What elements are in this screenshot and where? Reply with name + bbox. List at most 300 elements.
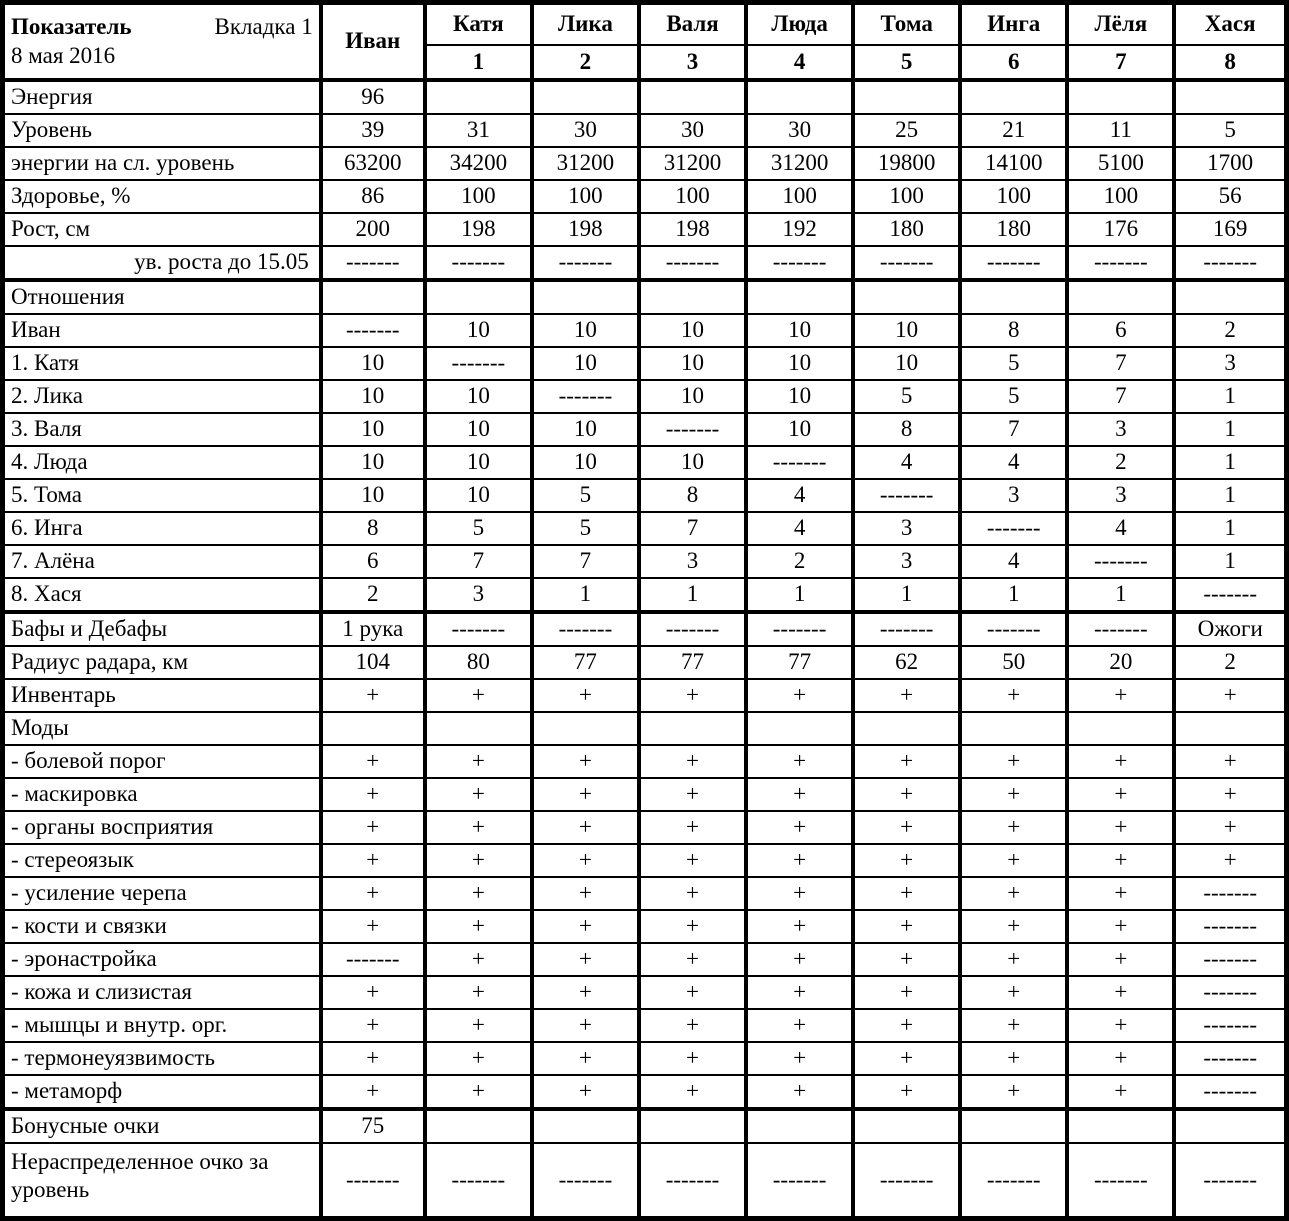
cell-ivan: + xyxy=(321,778,425,811)
cell-ivan: + xyxy=(321,679,425,712)
cell-hasya xyxy=(1174,80,1286,114)
cell-inga: 8 xyxy=(960,314,1067,347)
cell-valya: + xyxy=(639,1042,746,1075)
cell-toma: + xyxy=(853,679,960,712)
cell-lyolya: + xyxy=(1067,844,1174,877)
cell-hasya: 5 xyxy=(1174,114,1286,147)
cell-ivan xyxy=(321,712,425,745)
cell-inga: ------- xyxy=(960,1143,1067,1219)
cell-valya: 3 xyxy=(639,545,746,578)
cell-toma: 5 xyxy=(853,380,960,413)
cell-katya: + xyxy=(425,1075,532,1109)
cell-ivan: 8 xyxy=(321,512,425,545)
table-header xyxy=(3,3,1287,80)
cell-lyolya: ------- xyxy=(1067,545,1174,578)
cell-hasya: + xyxy=(1174,778,1286,811)
cell-inga: + xyxy=(960,1042,1067,1075)
cell-katya: + xyxy=(425,943,532,976)
cell-lika: 10 xyxy=(532,347,639,380)
cell-lyolya: + xyxy=(1067,877,1174,910)
cell-katya xyxy=(425,280,532,314)
cell-lyolya: 7 xyxy=(1067,347,1174,380)
cell-hasya: + xyxy=(1174,679,1286,712)
table-row xyxy=(3,246,1287,280)
cell-ivan: 6 xyxy=(321,545,425,578)
cell-hasya: ------- xyxy=(1174,246,1286,280)
cell-lyuda: 100 xyxy=(746,180,853,213)
cell-hasya: ------- xyxy=(1174,578,1286,612)
cell-lika: ------- xyxy=(532,380,639,413)
column-header-toma: Тома xyxy=(853,3,960,45)
cell-hasya xyxy=(1174,1109,1286,1143)
cell-valya: + xyxy=(639,877,746,910)
cell-toma: + xyxy=(853,1009,960,1042)
cell-valya xyxy=(639,1109,746,1143)
cell-lyuda: 2 xyxy=(746,545,853,578)
corner-header-cell xyxy=(3,3,321,80)
cell-katya: 10 xyxy=(425,446,532,479)
cell-lyuda: 4 xyxy=(746,479,853,512)
cell-lyuda: ------- xyxy=(746,1143,853,1219)
cell-lyolya xyxy=(1067,712,1174,745)
cell-lyolya: 1 xyxy=(1067,578,1174,612)
cell-valya: 198 xyxy=(639,213,746,246)
cell-katya: + xyxy=(425,910,532,943)
table-row xyxy=(3,578,1287,612)
row-label: Здоровье, % xyxy=(3,180,321,213)
cell-toma: 10 xyxy=(853,347,960,380)
cell-lyuda: 10 xyxy=(746,347,853,380)
column-number-katya: 1 xyxy=(425,45,532,80)
cell-inga: + xyxy=(960,679,1067,712)
cell-ivan: ------- xyxy=(321,1143,425,1219)
cell-lyolya: + xyxy=(1067,745,1174,778)
row-label: 8. Хася xyxy=(3,578,321,612)
cell-ivan: 63200 xyxy=(321,147,425,180)
cell-lyuda: 10 xyxy=(746,413,853,446)
cell-katya xyxy=(425,1109,532,1143)
column-number-lyuda: 4 xyxy=(746,45,853,80)
cell-lyuda xyxy=(746,1109,853,1143)
cell-toma: + xyxy=(853,844,960,877)
column-number-lika: 2 xyxy=(532,45,639,80)
cell-katya: 5 xyxy=(425,512,532,545)
cell-katya: + xyxy=(425,811,532,844)
cell-lyuda: ------- xyxy=(746,446,853,479)
cell-lyuda: 31200 xyxy=(746,147,853,180)
row-label: Рост, см xyxy=(3,213,321,246)
row-label: Радиус радара, км xyxy=(3,646,321,679)
table-row xyxy=(3,1042,1287,1075)
cell-lika: ------- xyxy=(532,612,639,646)
cell-lika: + xyxy=(532,1075,639,1109)
cell-lyolya: 3 xyxy=(1067,479,1174,512)
cell-hasya: Ожоги xyxy=(1174,612,1286,646)
row-label: - кости и связки xyxy=(3,910,321,943)
table-row xyxy=(3,778,1287,811)
cell-valya: + xyxy=(639,943,746,976)
cell-valya xyxy=(639,80,746,114)
cell-inga: + xyxy=(960,943,1067,976)
cell-lyolya: + xyxy=(1067,811,1174,844)
cell-lyolya xyxy=(1067,1109,1174,1143)
row-label: - маскировка xyxy=(3,778,321,811)
cell-valya: 10 xyxy=(639,347,746,380)
table-row xyxy=(3,380,1287,413)
cell-lika: 30 xyxy=(532,114,639,147)
cell-lyuda: + xyxy=(746,844,853,877)
row-label: Иван xyxy=(3,314,321,347)
cell-valya: 30 xyxy=(639,114,746,147)
cell-lyolya: + xyxy=(1067,943,1174,976)
column-header-valya: Валя xyxy=(639,3,746,45)
row-label: - мышцы и внутр. орг. xyxy=(3,1009,321,1042)
table-row xyxy=(3,745,1287,778)
cell-hasya: 1 xyxy=(1174,413,1286,446)
cell-katya: 198 xyxy=(425,213,532,246)
cell-lyuda xyxy=(746,280,853,314)
table-row xyxy=(3,646,1287,679)
cell-lika: + xyxy=(532,844,639,877)
cell-toma: 10 xyxy=(853,314,960,347)
cell-lyolya: 20 xyxy=(1067,646,1174,679)
table-row xyxy=(3,280,1287,314)
tab-name: Вкладка 1 xyxy=(214,13,313,39)
cell-valya: 77 xyxy=(639,646,746,679)
row-label: 3. Валя xyxy=(3,413,321,446)
cell-inga: + xyxy=(960,844,1067,877)
cell-toma: + xyxy=(853,1042,960,1075)
cell-ivan: + xyxy=(321,745,425,778)
table-row xyxy=(3,612,1287,646)
table-row xyxy=(3,347,1287,380)
cell-inga: 5 xyxy=(960,380,1067,413)
column-number-inga: 6 xyxy=(960,45,1067,80)
cell-lyolya: 5100 xyxy=(1067,147,1174,180)
cell-katya: + xyxy=(425,844,532,877)
cell-toma: 4 xyxy=(853,446,960,479)
cell-toma xyxy=(853,1109,960,1143)
cell-toma xyxy=(853,712,960,745)
table-row xyxy=(3,1109,1287,1143)
cell-ivan: 200 xyxy=(321,213,425,246)
cell-lyolya xyxy=(1067,80,1174,114)
cell-lyolya: ------- xyxy=(1067,246,1174,280)
cell-lyuda: 30 xyxy=(746,114,853,147)
column-header-ivan: Иван xyxy=(321,3,425,80)
table-row xyxy=(3,811,1287,844)
cell-katya: + xyxy=(425,679,532,712)
cell-lyuda: 77 xyxy=(746,646,853,679)
cell-katya: ------- xyxy=(425,612,532,646)
cell-katya: 3 xyxy=(425,578,532,612)
table-row xyxy=(3,877,1287,910)
cell-lika: 5 xyxy=(532,479,639,512)
cell-toma: + xyxy=(853,778,960,811)
cell-hasya: ------- xyxy=(1174,1075,1286,1109)
cell-katya: 80 xyxy=(425,646,532,679)
cell-hasya: ------- xyxy=(1174,976,1286,1009)
cell-toma: 19800 xyxy=(853,147,960,180)
cell-valya: + xyxy=(639,778,746,811)
table-row xyxy=(3,712,1287,745)
row-label: ув. роста до 15.05 xyxy=(3,246,321,280)
table-row xyxy=(3,213,1287,246)
cell-toma: ------- xyxy=(853,612,960,646)
cell-lika: + xyxy=(532,943,639,976)
cell-ivan: + xyxy=(321,1009,425,1042)
cell-lika: 7 xyxy=(532,545,639,578)
cell-inga xyxy=(960,280,1067,314)
cell-hasya: + xyxy=(1174,844,1286,877)
cell-katya: 34200 xyxy=(425,147,532,180)
cell-lyolya: + xyxy=(1067,1042,1174,1075)
cell-lika: + xyxy=(532,811,639,844)
cell-inga: 100 xyxy=(960,180,1067,213)
cell-toma: + xyxy=(853,811,960,844)
row-label: Бонусные очки xyxy=(3,1109,321,1143)
cell-ivan: + xyxy=(321,877,425,910)
cell-inga: ------- xyxy=(960,512,1067,545)
cell-inga: + xyxy=(960,976,1067,1009)
cell-toma: 180 xyxy=(853,213,960,246)
table-row xyxy=(3,976,1287,1009)
table-row xyxy=(3,180,1287,213)
cell-valya: + xyxy=(639,1009,746,1042)
cell-lyolya: 7 xyxy=(1067,380,1174,413)
row-label: Инвентарь xyxy=(3,679,321,712)
cell-lika: + xyxy=(532,745,639,778)
cell-lyuda xyxy=(746,80,853,114)
cell-toma: 1 xyxy=(853,578,960,612)
cell-valya: + xyxy=(639,910,746,943)
cell-inga: 50 xyxy=(960,646,1067,679)
row-label: - кожа и слизистая xyxy=(3,976,321,1009)
cell-hasya: 3 xyxy=(1174,347,1286,380)
cell-lyuda: 4 xyxy=(746,512,853,545)
cell-valya: + xyxy=(639,976,746,1009)
column-number-hasya: 8 xyxy=(1174,45,1286,80)
cell-lyuda: + xyxy=(746,877,853,910)
cell-ivan: 10 xyxy=(321,479,425,512)
cell-inga: 180 xyxy=(960,213,1067,246)
row-label: 6. Инга xyxy=(3,512,321,545)
cell-inga: + xyxy=(960,745,1067,778)
row-label: Энергия xyxy=(3,80,321,114)
cell-inga: 4 xyxy=(960,545,1067,578)
cell-lyuda: ------- xyxy=(746,612,853,646)
row-label: Отношения xyxy=(3,280,321,314)
cell-katya: + xyxy=(425,1009,532,1042)
cell-ivan: + xyxy=(321,1075,425,1109)
cell-lika xyxy=(532,1109,639,1143)
cell-valya: + xyxy=(639,679,746,712)
cell-ivan: 10 xyxy=(321,446,425,479)
cell-lyolya: + xyxy=(1067,1075,1174,1109)
cell-hasya xyxy=(1174,280,1286,314)
date-label: 8 мая 2016 xyxy=(11,42,116,68)
cell-toma: + xyxy=(853,745,960,778)
cell-katya: + xyxy=(425,745,532,778)
cell-valya: 100 xyxy=(639,180,746,213)
cell-lyuda: ------- xyxy=(746,246,853,280)
cell-katya: 7 xyxy=(425,545,532,578)
cell-inga: + xyxy=(960,877,1067,910)
cell-toma: ------- xyxy=(853,479,960,512)
cell-hasya: ------- xyxy=(1174,910,1286,943)
cell-valya: 31200 xyxy=(639,147,746,180)
column-header-hasya: Хася xyxy=(1174,3,1286,45)
cell-hasya: ------- xyxy=(1174,1042,1286,1075)
cell-lyuda: 192 xyxy=(746,213,853,246)
row-label: - термонеуязвимость xyxy=(3,1042,321,1075)
cell-lika: 31200 xyxy=(532,147,639,180)
cell-lika: + xyxy=(532,976,639,1009)
cell-lika xyxy=(532,280,639,314)
cell-lika: 10 xyxy=(532,446,639,479)
cell-lyolya: 2 xyxy=(1067,446,1174,479)
cell-inga: 1 xyxy=(960,578,1067,612)
cell-katya: + xyxy=(425,976,532,1009)
cell-ivan: + xyxy=(321,976,425,1009)
cell-lyolya: + xyxy=(1067,910,1174,943)
cell-toma: 3 xyxy=(853,512,960,545)
cell-inga xyxy=(960,712,1067,745)
cell-lika: + xyxy=(532,679,639,712)
cell-lyuda: + xyxy=(746,1075,853,1109)
cell-lyuda: + xyxy=(746,1009,853,1042)
row-label: Моды xyxy=(3,712,321,745)
row-label: энергии на сл. уровень xyxy=(3,147,321,180)
cell-lika: + xyxy=(532,910,639,943)
cell-lyuda: 10 xyxy=(746,314,853,347)
cell-ivan: + xyxy=(321,811,425,844)
cell-hasya: 2 xyxy=(1174,314,1286,347)
row-label: - усиление черепа xyxy=(3,877,321,910)
cell-lyolya: ------- xyxy=(1067,612,1174,646)
cell-ivan: 104 xyxy=(321,646,425,679)
cell-katya xyxy=(425,80,532,114)
cell-hasya: 1 xyxy=(1174,512,1286,545)
row-label: - болевой порог xyxy=(3,745,321,778)
table-row xyxy=(3,545,1287,578)
cell-lika: 10 xyxy=(532,314,639,347)
cell-lyuda: 1 xyxy=(746,578,853,612)
cell-valya: + xyxy=(639,745,746,778)
header-row-names xyxy=(3,3,1287,45)
cell-lika: + xyxy=(532,1042,639,1075)
cell-katya: ------- xyxy=(425,347,532,380)
cell-lyuda xyxy=(746,712,853,745)
cell-ivan: ------- xyxy=(321,246,425,280)
table-row xyxy=(3,114,1287,147)
cell-lyuda: + xyxy=(746,910,853,943)
cell-lyuda: + xyxy=(746,1042,853,1075)
cell-valya: 7 xyxy=(639,512,746,545)
cell-lyolya: ------- xyxy=(1067,1143,1174,1219)
cell-toma: 25 xyxy=(853,114,960,147)
cell-ivan xyxy=(321,280,425,314)
cell-hasya: 1 xyxy=(1174,446,1286,479)
cell-hasya: 2 xyxy=(1174,646,1286,679)
cell-toma: + xyxy=(853,877,960,910)
cell-ivan: 86 xyxy=(321,180,425,213)
cell-inga: 14100 xyxy=(960,147,1067,180)
cell-katya: + xyxy=(425,778,532,811)
row-label: - метаморф xyxy=(3,1075,321,1109)
cell-toma: 3 xyxy=(853,545,960,578)
cell-hasya: 169 xyxy=(1174,213,1286,246)
cell-lyuda: + xyxy=(746,976,853,1009)
cell-valya: + xyxy=(639,811,746,844)
cell-hasya: ------- xyxy=(1174,1143,1286,1219)
cell-lyuda: + xyxy=(746,943,853,976)
row-label: 5. Тома xyxy=(3,479,321,512)
cell-lyuda: + xyxy=(746,811,853,844)
column-number-toma: 5 xyxy=(853,45,960,80)
cell-lyolya: 176 xyxy=(1067,213,1174,246)
cell-valya: ------- xyxy=(639,413,746,446)
cell-toma: + xyxy=(853,976,960,1009)
row-label: - органы восприятия xyxy=(3,811,321,844)
cell-valya: 10 xyxy=(639,314,746,347)
table-row xyxy=(3,1075,1287,1109)
cell-lika: 5 xyxy=(532,512,639,545)
cell-valya: ------- xyxy=(639,1143,746,1219)
cell-katya: 31 xyxy=(425,114,532,147)
cell-inga: 3 xyxy=(960,479,1067,512)
cell-ivan: 10 xyxy=(321,413,425,446)
cell-inga: 7 xyxy=(960,413,1067,446)
cell-katya: 100 xyxy=(425,180,532,213)
table-row xyxy=(3,446,1287,479)
table-row xyxy=(3,80,1287,114)
cell-katya: + xyxy=(425,1042,532,1075)
cell-inga: + xyxy=(960,910,1067,943)
cell-lika: 198 xyxy=(532,213,639,246)
cell-valya: 1 xyxy=(639,578,746,612)
column-header-lyuda: Люда xyxy=(746,3,853,45)
cell-lika: ------- xyxy=(532,246,639,280)
column-number-valya: 3 xyxy=(639,45,746,80)
column-header-katya: Катя xyxy=(425,3,532,45)
cell-lika xyxy=(532,80,639,114)
column-header-inga: Инга xyxy=(960,3,1067,45)
cell-ivan: ------- xyxy=(321,314,425,347)
cell-katya: ------- xyxy=(425,246,532,280)
cell-hasya: 1 xyxy=(1174,380,1286,413)
cell-toma: + xyxy=(853,1075,960,1109)
cell-valya xyxy=(639,712,746,745)
cell-ivan: 39 xyxy=(321,114,425,147)
cell-lyolya: + xyxy=(1067,778,1174,811)
column-header-lika: Лика xyxy=(532,3,639,45)
cell-ivan: 10 xyxy=(321,347,425,380)
cell-hasya: 56 xyxy=(1174,180,1286,213)
table-row xyxy=(3,1143,1287,1219)
corner-title-line xyxy=(11,14,313,40)
table-row xyxy=(3,910,1287,943)
row-label: Бафы и Дебафы xyxy=(3,612,321,646)
cell-valya: ------- xyxy=(639,246,746,280)
row-label: Нераспределенное очко за уровень xyxy=(3,1143,321,1219)
cell-lyuda: + xyxy=(746,679,853,712)
cell-ivan: 96 xyxy=(321,80,425,114)
cell-lika: ------- xyxy=(532,1143,639,1219)
row-label: 2. Лика xyxy=(3,380,321,413)
cell-inga: + xyxy=(960,1009,1067,1042)
cell-lyolya xyxy=(1067,280,1174,314)
